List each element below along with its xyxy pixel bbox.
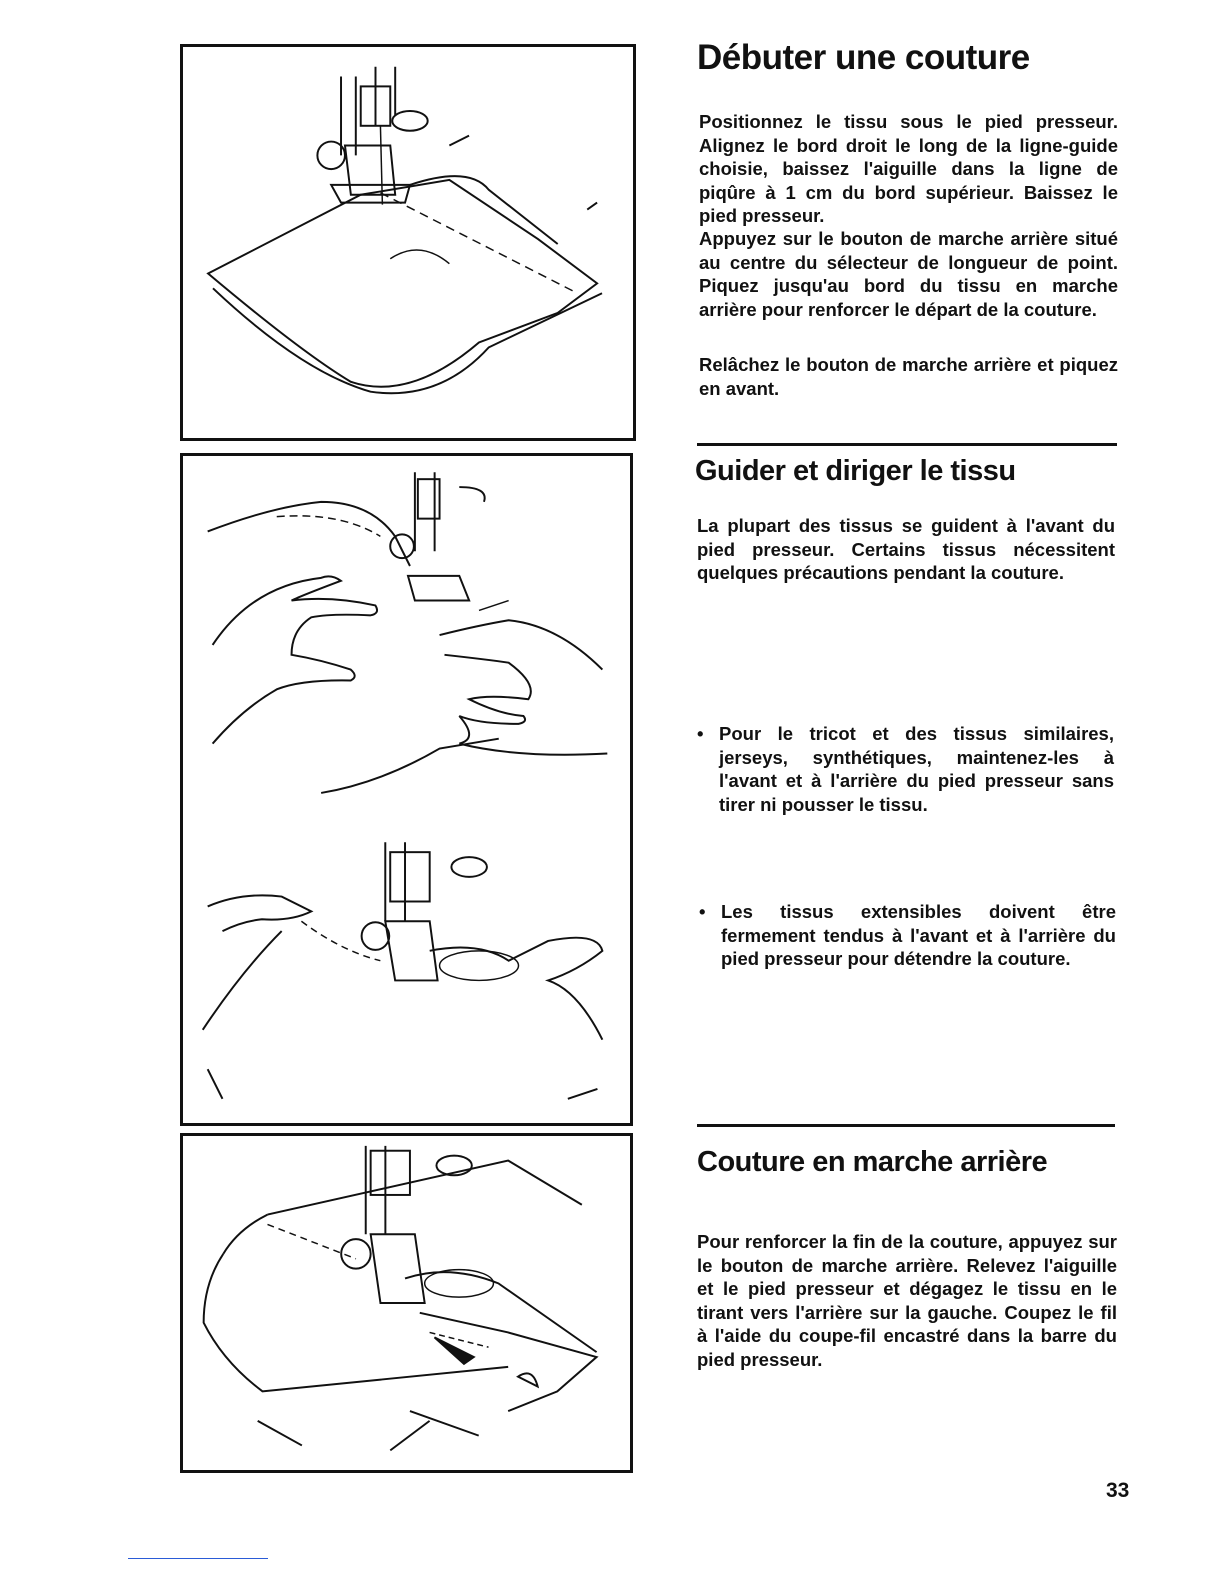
section-title-start-seam: Débuter une couture [697, 38, 1030, 77]
paragraph-reverse-button: Appuyez sur le bouton de marche arrière situé au centre du sélecteur de longueur de point. Piquez jusqu'au bord du tissu en marche arrière pour renforcer le départ de la couture. [699, 228, 1118, 320]
page-number: 33 [1106, 1479, 1130, 1502]
paragraph-position-fabric: Positionnez le tissu sous le pied presseur. Alignez le bord droit le long de la ligne-guide choisie, baissez l'aiguille dans la ligne de piqûre à 1 cm du bord supérieur. Baissez le pied presseur. [699, 111, 1118, 226]
reverse-stitch-drawing [183, 1136, 630, 1470]
list-item-text: Pour le tricot et des tissus similaires, jerseys, synthétiques, maintenez-les à l'avant et à l'arrière du pied presseur sans tirer ni pousser le tissu. [719, 723, 1114, 815]
list-item-text: Les tissus extensibles doivent être fermement tendus à l'avant et à l'arrière du pied presseur pour détendre la couture. [721, 901, 1116, 969]
list-item [699, 900, 1116, 971]
sewing-machine-foot-fabric-drawing [183, 47, 633, 438]
hands-guiding-fabric-drawing [183, 456, 630, 1123]
bullet-icon: • [699, 901, 706, 922]
footer-link-underline[interactable] [128, 1558, 268, 1559]
section-title-reverse-seam: Couture en marche arrière [697, 1146, 1048, 1178]
paragraph-guide-intro: La plupart des tissus se guident à l'avant du pied presseur. Certains tissus nécessitent quelques précautions pendant la couture. [697, 515, 1115, 583]
illustration-start-seam [180, 44, 636, 441]
paragraph-release-button: Relâchez le bouton de marche arrière et piquez en avant. [699, 354, 1118, 399]
bullet-icon: • [697, 723, 704, 744]
section-title-guide-fabric: Guider et diriger le tissu [695, 455, 1016, 487]
paragraph-reinforce-end: Pour renforcer la fin de la couture, appuyez sur le bouton de marche arrière. Relevez l'aiguille et le pied presseur et dégagez le tissu en le tirant vers l'arrière sur la gauche. Coupez le fil à l'aide du coupe-fil encastré dans la barre du pied presseur. [697, 1231, 1117, 1370]
section-divider [697, 443, 1117, 446]
list-item [697, 722, 1114, 816]
section-divider [697, 1124, 1115, 1127]
illustration-guide-fabric [180, 453, 633, 1126]
illustration-reverse-seam [180, 1133, 633, 1473]
